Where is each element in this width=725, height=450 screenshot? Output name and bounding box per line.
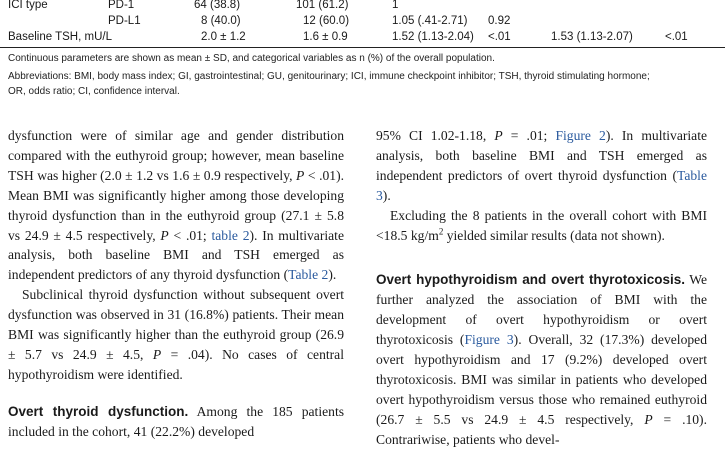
table-cell: 1	[392, 0, 399, 11]
table-abbreviations-cont: OR, odds ratio; CI, confidence interval.	[8, 86, 180, 97]
table-3-link[interactable]: Table 3	[376, 167, 707, 203]
section-paragraph: Overt hypothyroidism and overt thyrotoxicosis. We further analyzed the association of BMI with the development of overt hypothyroidism or overt thyrotoxicosis (Figure 3). Overall, 32 (17.3%) developed overt hypothyroidism and 17 (9.2%) developed overt thyrotoxicosis. BMI was similar in patients who developed overt hypothyroidism versus those who remained euthyroid (26.7 ± 5.5 vs 24.9 ± 4.5 respectively, P = .10). Contrariwise, patients who devel-	[376, 272, 707, 447]
paragraph: dysfunction were of similar age and gender distribution compared with the euthyroid group; however, mean baseline TSH was higher (2.0 ± 1.2 vs 1.6 ± 0.9 respectively, P < .01). Mean BMI was significantly higher among those developing thyroid dysfunction than in the euthyroid group (27.1 ± 5.8 vs 24.9 ± 4.5 respectively, P < .01; table 2). In multivariate analysis, both baseline BMI and TSH emerged as independent predictors of any thyroid dysfunction (Table 2).	[8, 128, 344, 283]
table-cell: <.01	[488, 31, 511, 43]
figure-2-link[interactable]: Figure 2	[555, 128, 606, 143]
table-cell-sub: PD-L1	[108, 15, 141, 27]
paragraph: Excluding the 8 patients in the overall cohort with BMI <18.5 $kg/m^2$ yielded similar results (data not shown).	[376, 207, 707, 243]
table-2-link[interactable]: Table 2	[288, 267, 329, 283]
table-cell: 101 (61.2)	[296, 0, 349, 11]
left-column	[8, 126, 344, 442]
table-cell: 64 (38.8)	[194, 0, 241, 11]
table-cell: 1.6 ± 0.9	[303, 31, 348, 43]
table-cell-label: ICI type	[8, 0, 48, 11]
section-paragraph: Overt thyroid dysfunction. Among the 185 patients included in the cohort, 41 (22.2%) developed	[8, 403, 345, 439]
paragraph: Subclinical thyroid dysfunction without subsequent overt dysfunction was observed in 31 (16.8%) patients. Their mean BMI was significantly higher than the euthyroid group (26.9 ± 5.7 vs 24.9 ± 4.5, P = .04). No cases of central hypothyroidism were identified.	[8, 287, 344, 382]
table-bottom-rule	[0, 47, 725, 48]
table-abbreviations: Abbreviations: BMI, body mass index; GI, gastrointestinal; GU, genitourinary; ICI, immune checkpoint inhibitor; TSH, thyroid stimulating hormone;	[8, 71, 650, 82]
table-cell: 2.0 ± 1.2	[201, 31, 246, 43]
table-footnote: Continuous parameters are shown as mean ± SD, and categorical variables as n (%) of the overall population.	[8, 53, 495, 64]
figure-3-link[interactable]: Figure 3	[464, 332, 514, 348]
right-column	[376, 126, 707, 450]
table-cell: 1.53 (1.13-2.07)	[551, 31, 633, 43]
table-cell: 8 (40.0)	[201, 15, 241, 27]
table-cell-sub: PD-1	[108, 0, 135, 11]
table-cell: 0.92	[488, 15, 511, 27]
table-cell-label: Baseline TSH, mU/L	[8, 31, 112, 43]
table-2-link[interactable]: table 2	[211, 227, 250, 243]
table-cell: 12 (60.0)	[303, 15, 350, 27]
table-cell: 1.05 (.41-2.71)	[392, 15, 468, 27]
section-heading: Overt thyroid dysfunction.	[8, 403, 189, 419]
table-cell: <.01	[665, 31, 688, 43]
paragraph: 95% CI 1.02-1.18, P = .01; Figure 2). In multivariate analysis, both baseline BMI and TSH emerged as independent predictors of overt thyroid dysfunction (Table 3).	[376, 128, 708, 203]
section-heading: Overt hypothyroidism and overt thyrotoxicosis.	[376, 272, 685, 288]
table-cell: 1.52 (1.13-2.04)	[392, 31, 474, 43]
